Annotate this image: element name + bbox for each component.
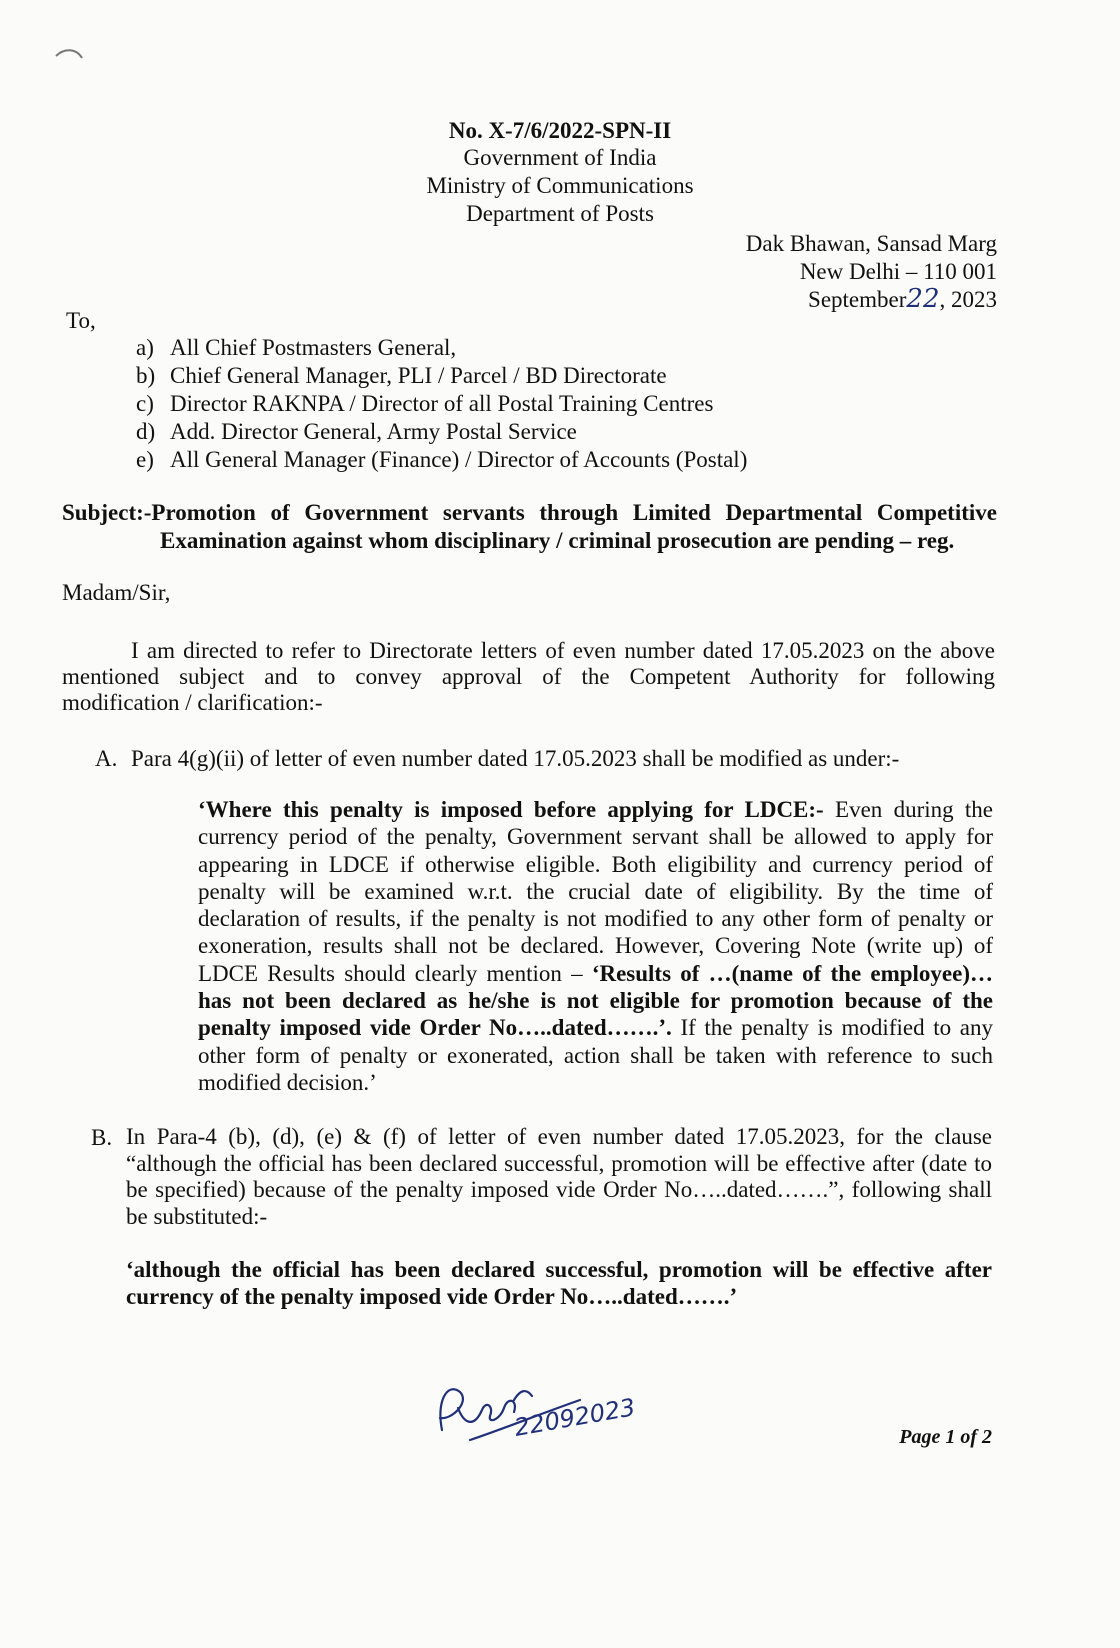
list-item: b) Chief General Manager, PLI / Parcel / BD Directorate: [136, 363, 667, 388]
ministry-name: Ministry of Communications: [426, 173, 694, 198]
date-year: , 2023: [939, 287, 997, 312]
address-line-2: New Delhi – 110 001: [799, 259, 997, 284]
subject-line-2: Examination against whom disciplinary / criminal prosecution are pending – reg.: [160, 528, 955, 553]
para-a-quote: ‘Where this penalty is imposed before applying for LDCE:- Even during the currency period of the penalty, Government servant shall be allowed to apply for appearing in LDCE if otherwise eligible. Both eligibility and currency period of penalty will be examined w.r.t. the crucial date of eligibility. By the time of declaration of results, if the penalty is not modified to any other form of penalty or exoneration, results shall not be declared. However, Covering Note (write up) of LDCE Results should clearly mention – ‘Results of …(name of the employee)… has not been declared as he/she is not eligible for promotion because of the penalty imposed vide Order No…..dated…….’. If the penalty is modified to any other form of penalty or exonerated, action shall be taken with reference to such modified decision.’: [198, 797, 994, 1095]
intro-line-3: modification / clarification:-: [62, 690, 323, 715]
date-month: September: [808, 287, 907, 312]
list-item: c) Director RAKNPA / Director of all Postal Training Centres: [136, 391, 714, 416]
para-a-marker: A.: [95, 746, 118, 771]
para-a-text: Para 4(g)(ii) of letter of even number dated 17.05.2023 shall be modified as under:-: [131, 746, 900, 771]
list-item: d) Add. Director General, Army Postal Service: [136, 419, 577, 444]
intro-line-2: mentioned subject and to convey approval of the Competent Authority for following: [62, 664, 995, 689]
scan-mark-icon: [52, 44, 88, 74]
letter-date: [597, 285, 997, 314]
date-day-handwritten: 22: [906, 284, 940, 314]
reference-number: No. X-7/6/2022-SPN-II: [448, 118, 672, 143]
para-b-quote: ‘although the official has been declared successful, promotion will be effective after currency of the penalty imposed vide Order No…..dated…….’: [126, 1257, 992, 1309]
subject-line-1: Subject:-Promotion of Government servants through Limited Departmental Competitive: [62, 500, 997, 525]
department-name: Department of Posts: [466, 201, 654, 226]
signature-date: 22092023: [512, 1393, 638, 1442]
para-b-text: In Para-4 (b), (d), (e) & (f) of letter of even number dated 17.05.2023, for the clause “although the official has been declared successful, promotion will be effective after (date to be specified) because of the penalty imposed vide Order No…..dated…….”, following shall be substituted:-: [126, 1124, 992, 1229]
recipients-list: [136, 334, 936, 474]
handwritten-signature: [430, 1370, 690, 1460]
to-label: To,: [66, 308, 96, 333]
para-b-marker: B.: [91, 1125, 113, 1150]
list-item: a) All Chief Postmasters General,: [136, 335, 457, 360]
intro-line-1: I am directed to refer to Directorate letters of even number dated 17.05.2023 on the above: [131, 638, 995, 663]
salutation: Madam/Sir,: [62, 580, 171, 605]
list-item: e) All General Manager (Finance) / Director of Accounts (Postal): [136, 447, 748, 472]
page-number: Page 1 of 2: [899, 1426, 992, 1448]
government-name: Government of India: [463, 145, 657, 170]
address-line-1: Dak Bhawan, Sansad Marg: [745, 231, 997, 256]
